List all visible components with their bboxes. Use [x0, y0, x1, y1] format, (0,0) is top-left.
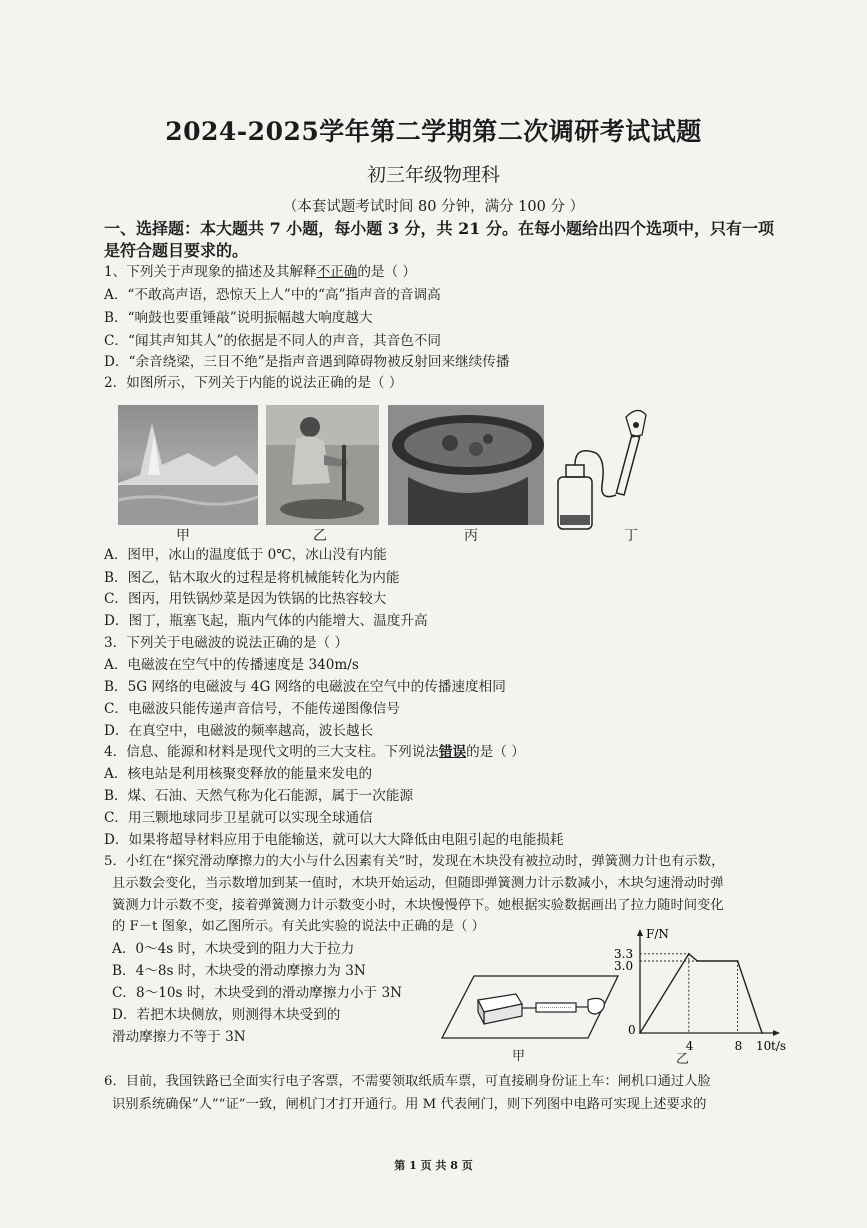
q2-caption-2: 乙: [313, 528, 327, 544]
page-subtitle: 初三年级物理科: [366, 164, 500, 186]
q5-stem-line-1: 5．小红在“探究滑动摩擦力的大小与什么因素有关”时，发现在木块没有被拉动时，弹簧测力计也有示数，: [104, 854, 725, 869]
q2-caption-4: 丁: [624, 528, 638, 544]
q4-option-d: D．如果将超导材料应用于电能输送，就可以大大降低由电阻引起的电能损耗: [104, 832, 564, 848]
q5-option-a: A．0～4s 时，木块受到的阻力大于拉力: [112, 941, 355, 957]
y-tick-3-0: 3.0: [614, 959, 634, 973]
q5-stem-line-2: 且示数会变化，当示数增加到某一值时，木块开始运动，但随即弹簧测力计示数减小，木块匀速滑动时弹: [112, 876, 724, 891]
q4-option-b: B．煤、石油、天然气称为化石能源，属于一次能源: [104, 788, 414, 804]
q5-option-c: C．8～10s 时，木块受到的滑动摩擦力小于 3N: [112, 985, 403, 1001]
q2-caption-1: 甲: [176, 528, 190, 544]
section-line-1: 一、选择题：本大题共 7 小题，每小题 3 分，共 21 分。在每小题给出四个选项中，只有一项: [104, 219, 774, 238]
q4-stem: [104, 743, 525, 761]
y-axis-arrow: [637, 929, 643, 936]
q2-option-c: C．图丙，用铁锅炒菜是因为铁锅的比热容较大: [104, 591, 387, 607]
q3-option-a: A．电磁波在空气中的传播速度是 340m/s: [104, 657, 359, 673]
exam-meta: （本套试题考试时间 80 分钟，满分 100 分 ）: [282, 199, 585, 215]
q2-option-a: A．图甲，冰山的温度低于 0℃，冰山没有内能: [104, 547, 387, 563]
q5-stem-line-4: 的 F－t 图象，如乙图所示。有关此实验的说法中正确的是（ ）: [112, 919, 485, 934]
q4-stem-emphasis: 错误: [438, 744, 467, 760]
data-point-4: [761, 1032, 763, 1034]
q5-option-b: B．4～8s 时，木块受的滑动摩擦力为 3N: [112, 963, 366, 979]
wood-drill-photo: [266, 405, 379, 525]
q2-caption-3: 丙: [464, 528, 478, 544]
x-tick-4: 4: [685, 1039, 694, 1053]
q4-stem-tail: 的是（ ）: [466, 744, 525, 760]
section-line-2: 是符合题目要求的。: [104, 241, 249, 260]
q5-option-d-line-2: 滑动摩擦力不等于 3N: [112, 1029, 246, 1045]
q1-option-b: B．“响鼓也要重锤敲”说明振幅越大响度越大: [104, 310, 373, 326]
q4-option-c: C．用三颗地球同步卫星就可以实现全球通信: [104, 810, 373, 826]
wok-photo: [388, 405, 544, 525]
bottle-cork-diagram: [556, 405, 662, 525]
q3-option-b: B．5G 网络的电磁波与 4G 网络的电磁波在空气中的传播速度相同: [104, 679, 506, 695]
data-point-0: [639, 1032, 641, 1034]
friction-experiment-diagram: [438, 960, 620, 1056]
q1-option-c: C．“闻其声知其人”的依据是不同人的声音，其音色不同: [104, 333, 441, 349]
page-footer: 第 1 页 共 8 页: [394, 1159, 473, 1172]
x-tick-8: 8: [734, 1039, 743, 1053]
q5-fig-caption-2: 乙: [676, 1052, 690, 1067]
q5-fig-caption-1: 甲: [512, 1049, 526, 1064]
q1-option-a: A．“不敢高声语，恐惊天上人”中的“高”指声音的音调高: [104, 287, 441, 303]
q3-option-c: C．电磁波只能传递声音信号，不能传递图像信号: [104, 701, 400, 717]
q1-option-d: D．“余音绕梁，三日不绝”是指声音遇到障碍物被反射回来继续传播: [104, 354, 510, 370]
q1-stem: [104, 263, 416, 281]
force-series-line: [640, 954, 762, 1033]
x-axis-arrow: [773, 1030, 780, 1036]
q2-stem: 2．如图所示，下列关于内能的说法正确的是（ ）: [104, 375, 403, 391]
q3-stem: 3．下列关于电磁波的说法正确的是（ ）: [104, 635, 349, 651]
q5-stem-line-3: 簧测力计示数不变，接着弹簧测力计示数变小时，木块慢慢停下。她根据实验数据画出了拉力随时间变化: [112, 898, 724, 913]
q5-option-d-line-1: D．若把木块侧放，则测得木块受到的: [112, 1007, 341, 1023]
q4-stem-text: 4．信息、能源和材料是现代文明的三大支柱。下列说法: [104, 744, 439, 760]
q6-stem-line-1: 6．目前，我国铁路已全面实行电子客票，不需要领取纸质车票，可直接刷身份证上车：闸机口通过人脸: [104, 1074, 711, 1089]
x-axis-label: t/s: [771, 1039, 787, 1053]
x-tick-10: 10: [756, 1039, 772, 1053]
q2-option-d: D．图丁，瓶塞飞起，瓶内气体的内能增大、温度升高: [104, 613, 428, 629]
q6-stem-line-2: 识别系统确保“人”“证”一致，闸机门才打开通行。用 M 代表闸门，则下列图中电路可实现上述要求的: [112, 1097, 707, 1112]
q1-stem-text: 1、下列关于声现象的描述及其解释: [104, 264, 317, 280]
q1-stem-emphasis: 不正确: [316, 264, 358, 280]
origin-label: 0: [628, 1023, 636, 1037]
y-tick-3-3: 3.3: [614, 946, 634, 961]
section-heading: [104, 218, 784, 262]
q4-option-a: A．核电站是利用核聚变释放的能量来发电的: [104, 766, 373, 782]
force-time-chart: [612, 925, 787, 1055]
iceberg-photo: [118, 405, 258, 525]
q3-option-d: D．在真空中，电磁波的频率越高，波长越长: [104, 723, 374, 739]
page-title: 2024-2025学年第二学期第二次调研考试试题: [165, 117, 702, 146]
q2-option-b: B．图乙，钻木取火的过程是将机械能转化为内能: [104, 570, 400, 586]
q1-stem-tail: 的是（ ）: [357, 264, 417, 280]
y-axis-label: F/N: [646, 927, 669, 941]
